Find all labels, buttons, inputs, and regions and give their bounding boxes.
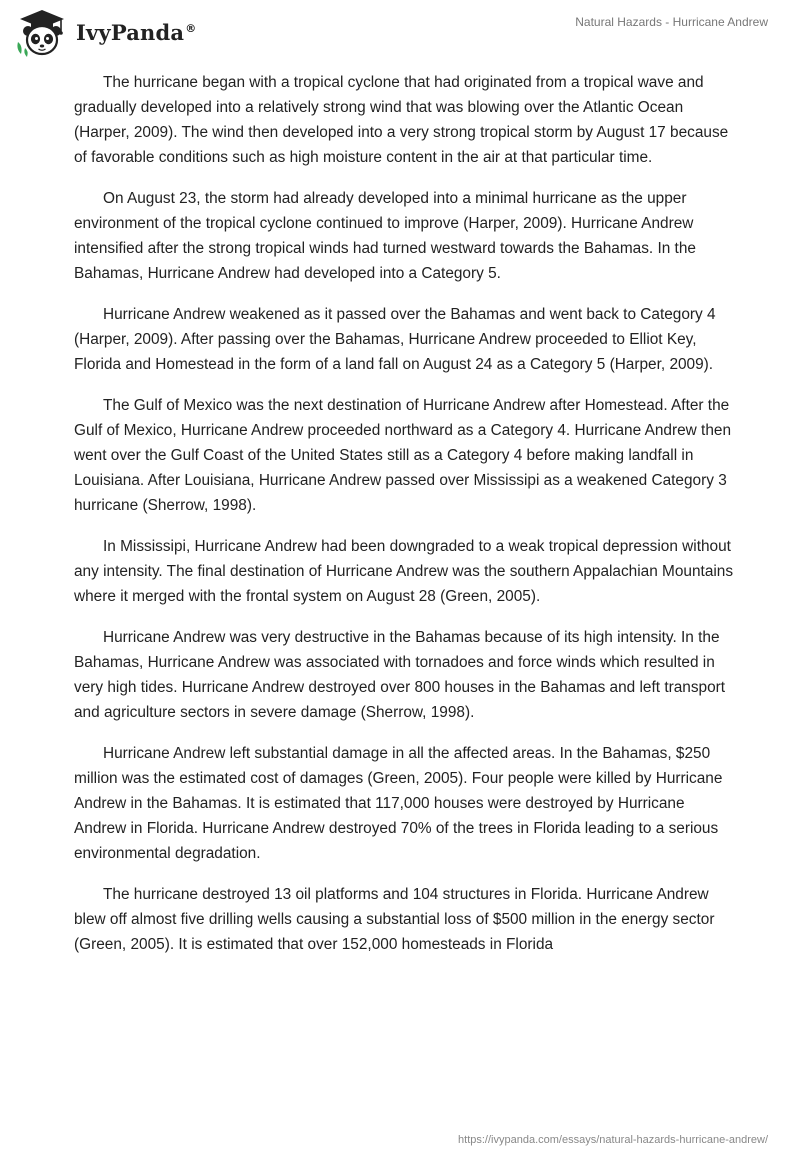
- paragraph: In Mississipi, Hurricane Andrew had been downgraded to a weak tropical depression without any intensity. The final destination of Hurricane Andrew was the southern Appalachian Mountains where it merged with the frontal system on August 28 (Green, 2005).: [74, 538, 734, 605]
- essay-body: [74, 70, 734, 973]
- paragraph: Hurricane Andrew left substantial damage in all the affected areas. In the Bahamas, $250 million was the estimated cost of damages (Green, 2005). Four people were killed by Hurricane Andrew in the Bahamas. It is estimated that 117,000 houses were destroyed by Hurricane Andrew in Florida. Hurricane Andrew destroyed 70% of the trees in Florida leading to a serious environmental degradation.: [74, 745, 723, 862]
- source-url[interactable]: https://ivypanda.com/essays/natural-hazards-hurricane-andrew/: [458, 1134, 768, 1146]
- brand-logo[interactable]: [14, 8, 214, 58]
- paragraph: Hurricane Andrew weakened as it passed over the Bahamas and went back to Category 4 (Harper, 2009). After passing over the Bahamas, Hurricane Andrew proceeded to Elliot Key, Florida and Homestead in the form of a land fall on August 24 as a Category 5 (Harper, 2009).: [74, 306, 716, 373]
- page-header: [0, 0, 800, 70]
- document-title: Natural Hazards - Hurricane Andrew: [575, 15, 768, 29]
- paragraph: On August 23, the storm had already developed into a minimal hurricane as the upper environment of the tropical cyclone continued to improve (Harper, 2009). Hurricane Andrew intensified after the strong tropical winds had turned westward towards the Bahamas. In the Bahamas, Hurricane Andrew had developed into a Category 5.: [74, 190, 696, 282]
- paragraph: Hurricane Andrew was very destructive in the Bahamas because of its high intensity. In the Bahamas, Hurricane Andrew was associated with tornadoes and force winds which resulted in very high tides. Hurricane Andrew destroyed over 800 houses in the Bahamas and left transport and agriculture sectors in severe damage (Sherrow, 1998).: [74, 629, 726, 721]
- paragraph: The Gulf of Mexico was the next destination of Hurricane Andrew after Homestead. After the Gulf of Mexico, Hurricane Andrew proceeded northward as a Category 4. Hurricane Andrew then went over the Gulf Coast of the United States still as a Category 4 before making landfall in Louisiana. After Louisiana, Hurricane Andrew passed over Mississipi as a weakened Category 3 hurricane (Sherrow, 1998).: [74, 397, 732, 514]
- paragraph: The hurricane began with a tropical cyclone that had originated from a tropical wave and gradually developed into a relatively strong wind that was blowing over the Atlantic Ocean (Harper, 2009). The wind then developed into a very strong tropical storm by August 17 because of favorable conditions such as high moisture content in the air at that particular time.: [74, 74, 729, 166]
- panda-graduate-icon: [14, 8, 70, 58]
- brand-name: IvyPanda®: [76, 20, 197, 45]
- paragraph: The hurricane destroyed 13 oil platforms and 104 structures in Florida. Hurricane Andrew blew off almost five drilling wells causing a substantial loss of $500 million in the energy sector (Green, 2005). It is estimated that over 152,000 homesteads in Florida: [74, 886, 715, 953]
